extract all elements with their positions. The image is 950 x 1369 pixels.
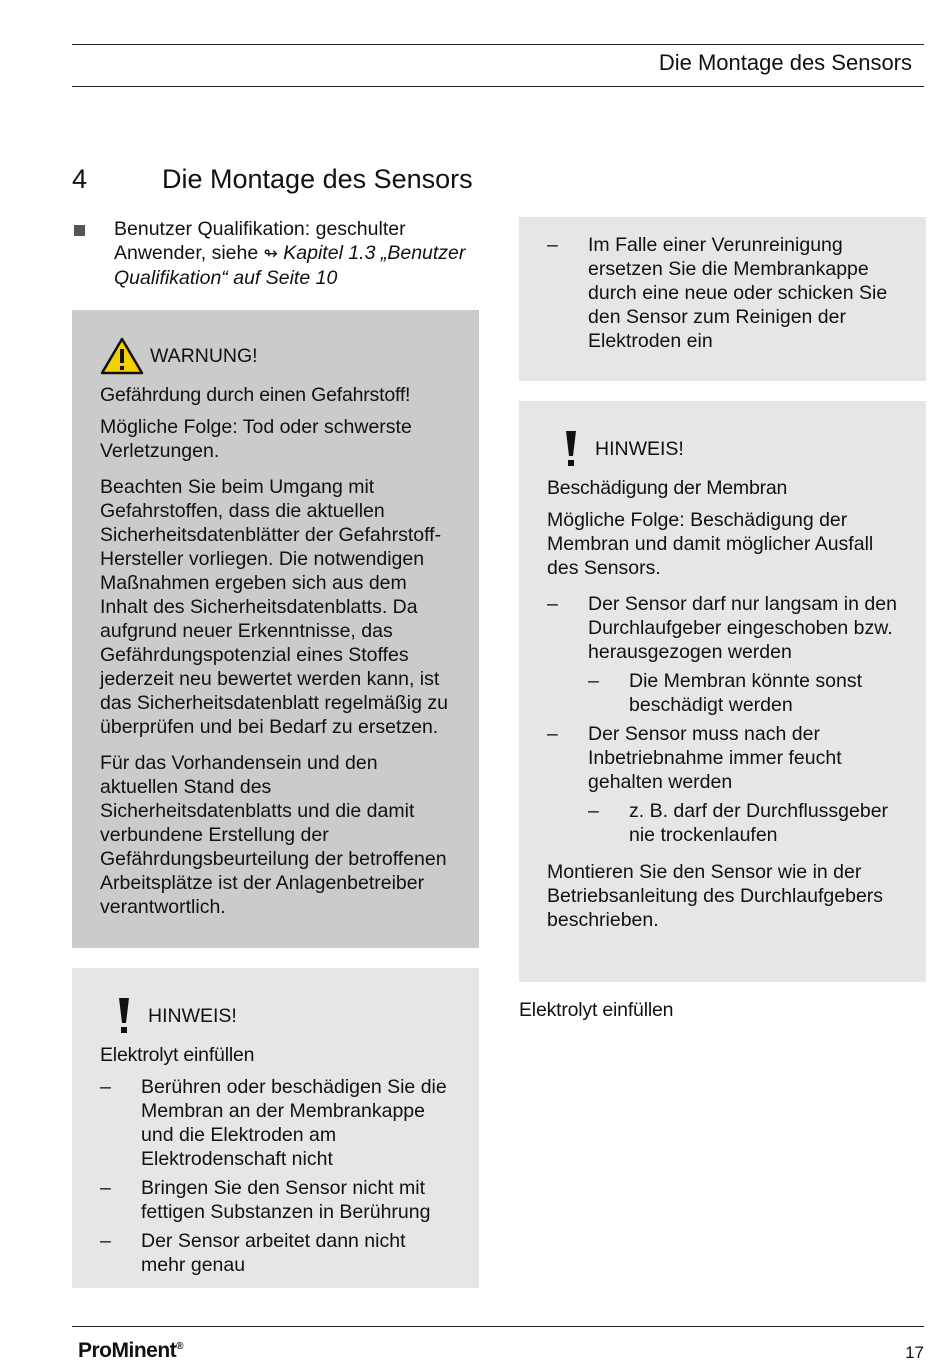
left-column bbox=[72, 217, 479, 1288]
qualification-bullet bbox=[72, 217, 479, 290]
page-number: 17 bbox=[905, 1343, 924, 1362]
notice-consequence: Mögliche Folge: Beschädigung der Membran und damit möglicher Ausfall des Sensors. bbox=[547, 509, 874, 579]
list-item-sub: – z. B. darf der Durchflussgeber nie trockenlaufen bbox=[588, 799, 898, 847]
list-item-sub: – Die Membran könnte sonst beschädigt werden bbox=[588, 669, 898, 717]
continued-notice-box bbox=[519, 217, 926, 381]
notice-closing: Montieren Sie den Sensor wie in der Betriebsanleitung des Durchlaufgebers beschrieben. bbox=[547, 861, 884, 931]
list-item: – Im Falle einer Verunreinigung ersetzen Sie die Membrankappe durch eine neue oder schicken Sie den Sensor zum Reinigen der Elektroden ein bbox=[547, 233, 898, 353]
right-column bbox=[519, 217, 926, 1022]
warning-title: Gefährdung durch einen Gefahrstoff! bbox=[100, 384, 411, 406]
warning-paragraph-2: Für das Vorhandensein und den aktuellen Stand des Sicherheitsdatenblatts und die damit verbundene Erstellung der Gefährdungsbeurteilung der betroffenen Arbeitsplätze ist der Anlagenbetreiber verantwortlich. bbox=[100, 752, 447, 918]
qualification-text: Benutzer Qualifikation: geschulter Anwender, siehe bbox=[114, 218, 406, 264]
list-item: – Bringen Sie den Sensor nicht mit fettigen Substanzen in Berührung bbox=[100, 1176, 451, 1224]
header-rule-bottom bbox=[72, 86, 924, 87]
brand-logo bbox=[78, 1339, 183, 1363]
notice-signal-word: HINWEIS! bbox=[148, 1004, 237, 1027]
brand-name: ProMinent bbox=[78, 1339, 177, 1362]
running-header-title: Die Montage des Sensors bbox=[658, 50, 912, 75]
chapter-heading bbox=[72, 164, 473, 195]
warning-triangle-icon bbox=[100, 337, 144, 375]
notice-box-electrolyte bbox=[72, 968, 479, 1288]
chapter-number: 4 bbox=[72, 164, 88, 194]
brand-mark: ® bbox=[176, 1341, 184, 1352]
chapter-title: Die Montage des Sensors bbox=[162, 164, 473, 194]
list-item: – Berühren oder beschädigen Sie die Membran an der Membrankappe und die Elektroden am Elektrodenschaft nicht bbox=[100, 1075, 451, 1171]
square-bullet-icon bbox=[74, 225, 85, 236]
exclamation-icon bbox=[116, 996, 132, 1036]
list-item: – Der Sensor darf nur langsam in den Durchlaufgeber eingeschoben bzw. herausgezogen werden bbox=[547, 592, 898, 664]
notice-signal bbox=[100, 996, 451, 1036]
warning-paragraph-1: Beachten Sie beim Umgang mit Gefahrstoffen, dass die aktuellen Sicherheitsdatenblätter der Gefahrstoff-Hersteller vorliegen. Die notwendigen Maßnahmen ergeben sich aus dem Inhalt des Sicherheitsdatenblatts. Da aufgrund neuer Erkenntnisse, das Gefährdungspotenzial eines Stoffes jederzeit neu bewertet werden kann, ist das Sicherheitsdatenblatt regelmäßig zu überprüfen und bei Bedarf zu ersetzen. bbox=[100, 476, 448, 738]
warning-box bbox=[72, 310, 479, 948]
qualification-reference-link[interactable]: Kapitel 1.3 „Benutzer Qualifikation“ auf Seite 10 bbox=[114, 242, 466, 289]
header-rule-top bbox=[72, 44, 924, 45]
warning-signal-word: WARNUNG! bbox=[150, 344, 258, 367]
exclamation-icon bbox=[563, 429, 579, 469]
notice-title: Beschädigung der Membran bbox=[547, 477, 788, 499]
notice-signal-word: HINWEIS! bbox=[595, 437, 684, 460]
warning-signal bbox=[100, 336, 451, 376]
notice-signal bbox=[547, 429, 898, 469]
footer-rule bbox=[72, 1326, 924, 1327]
notice-box-membrane bbox=[519, 401, 926, 982]
list-item: – Der Sensor muss nach der Inbetriebnahme immer feucht gehalten werden bbox=[547, 722, 898, 794]
section-heading: Elektrolyt einfüllen bbox=[519, 999, 674, 1021]
reference-arrow-icon: ↬ bbox=[263, 244, 278, 263]
notice-title: Elektrolyt einfüllen bbox=[100, 1044, 255, 1066]
warning-consequence: Mögliche Folge: Tod oder schwerste Verletzungen. bbox=[100, 416, 412, 462]
list-item: – Der Sensor arbeitet dann nicht mehr genau bbox=[100, 1229, 451, 1277]
